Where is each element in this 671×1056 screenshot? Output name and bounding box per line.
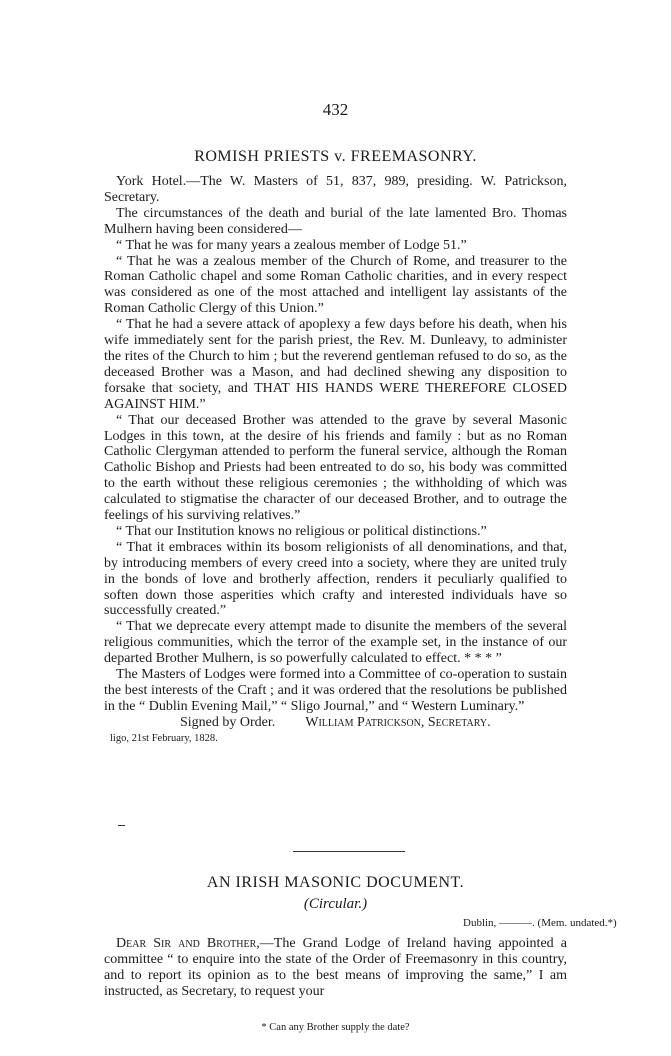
paragraph-8: “ That it embraces within its bosom religionists of all denominations, and that, by introducing members of every creed into a society, where they are united truly in the bonds of love and brotherly affection, renders it peculiarly qualified to soften down those asperities which crafty and interested individuals have so successfully created.”: [104, 539, 567, 619]
letter-paragraph: [104, 936, 567, 1000]
short-dash: [118, 825, 125, 826]
paragraph-5: “ That he had a severe attack of apoplexy a few days before his death, when his wife immediately sent for the parish priest, the Rev. M. Dunleavy, to administer the rites of the Church to him ; but the reverend gentleman refused to do so, as the deceased Brother was a Mason, and had declined shewing any disposition to forsake that society, and THAT HIS HANDS WERE THEREFORE CLOSED AGAINST HIM.”: [104, 317, 567, 412]
signature-line: [104, 715, 567, 731]
signatory-name: William Patrickson, Secretary.: [305, 714, 491, 730]
footnote: * Can any Brother supply the date?: [261, 1022, 410, 1033]
page-number: 432: [322, 100, 349, 119]
paragraph-6: “ That our deceased Brother was attended to the grave by several Masonic Lodges in this town, at the desire of his friends and family : but as no Roman Catholic Clergyman attended to perform the funeral service, although the Roman Catholic Bishop and Priests had been entreated to do so, his body was committed to the earth without these religious ceremonies ; the withholding of which was calculated to stigmatise the character of our deceased Brother, and to outrage the feelings of his surviving relatives.”: [104, 412, 567, 524]
paragraph-9: “ That we deprecate every attempt made to disunite the members of the several religious communities, which the terror of the example set, in the instance of our departed Brother Mulhern, is so powerfully calculated to effect. * * * ”: [104, 619, 567, 667]
section-divider: [293, 851, 405, 852]
section-2-body: [104, 936, 567, 1000]
paragraph-2: The circumstances of the death and burial of the late lamented Bro. Thomas Mulhern having been considered—: [104, 205, 567, 237]
paragraph-7: “ That our Institution knows no religious or political distinctions.”: [116, 523, 487, 539]
section-title-romish-priests: ROMISH PRIESTS v. FREEMASONRY.: [194, 148, 477, 165]
letter-body: —The Grand Lodge of Ireland having appointed a committee “ to enquire into the state of the Order of Freemasonry in this country, and to report its opinion as to the best means of improving the same,” I am instructed, as Secretary, to request your: [104, 936, 567, 999]
circular-label: (Circular.): [303, 896, 368, 912]
salutation: Dear Sir and Brother,: [116, 936, 260, 951]
place-date: Dublin, ———. (Mem. undated.*): [463, 917, 617, 929]
section-1-body: [104, 174, 567, 747]
signed-by-order: Signed by Order.: [180, 714, 276, 730]
paragraph-10: The Masters of Lodges were formed into a Committee of co-operation to sustain the best interests of the Craft ; and it was ordered that the resolutions be published in the “ Dublin Evening Mail,” “ Sligo Journal,” and “ Western Luminary.”: [104, 667, 567, 714]
section-title-irish-masonic-document: AN IRISH MASONIC DOCUMENT.: [206, 874, 465, 891]
paragraph-4: “ That he was a zealous member of the Church of Rome, and treasurer to the Roman Catholic chapel and some Roman Catholic charities, and in every respect was considered as one of the most attached and intelligent lay assistants of the Roman Catholic Clergy of this Union.”: [104, 253, 567, 317]
paragraph-3: “ That he was for many years a zealous member of Lodge 51.”: [116, 237, 467, 253]
dateline: ligo, 21st February, 1828.: [110, 732, 218, 744]
paragraph-1: York Hotel.—The W. Masters of 51, 837, 989, presiding. W. Patrickson, Secretary.: [104, 174, 567, 205]
